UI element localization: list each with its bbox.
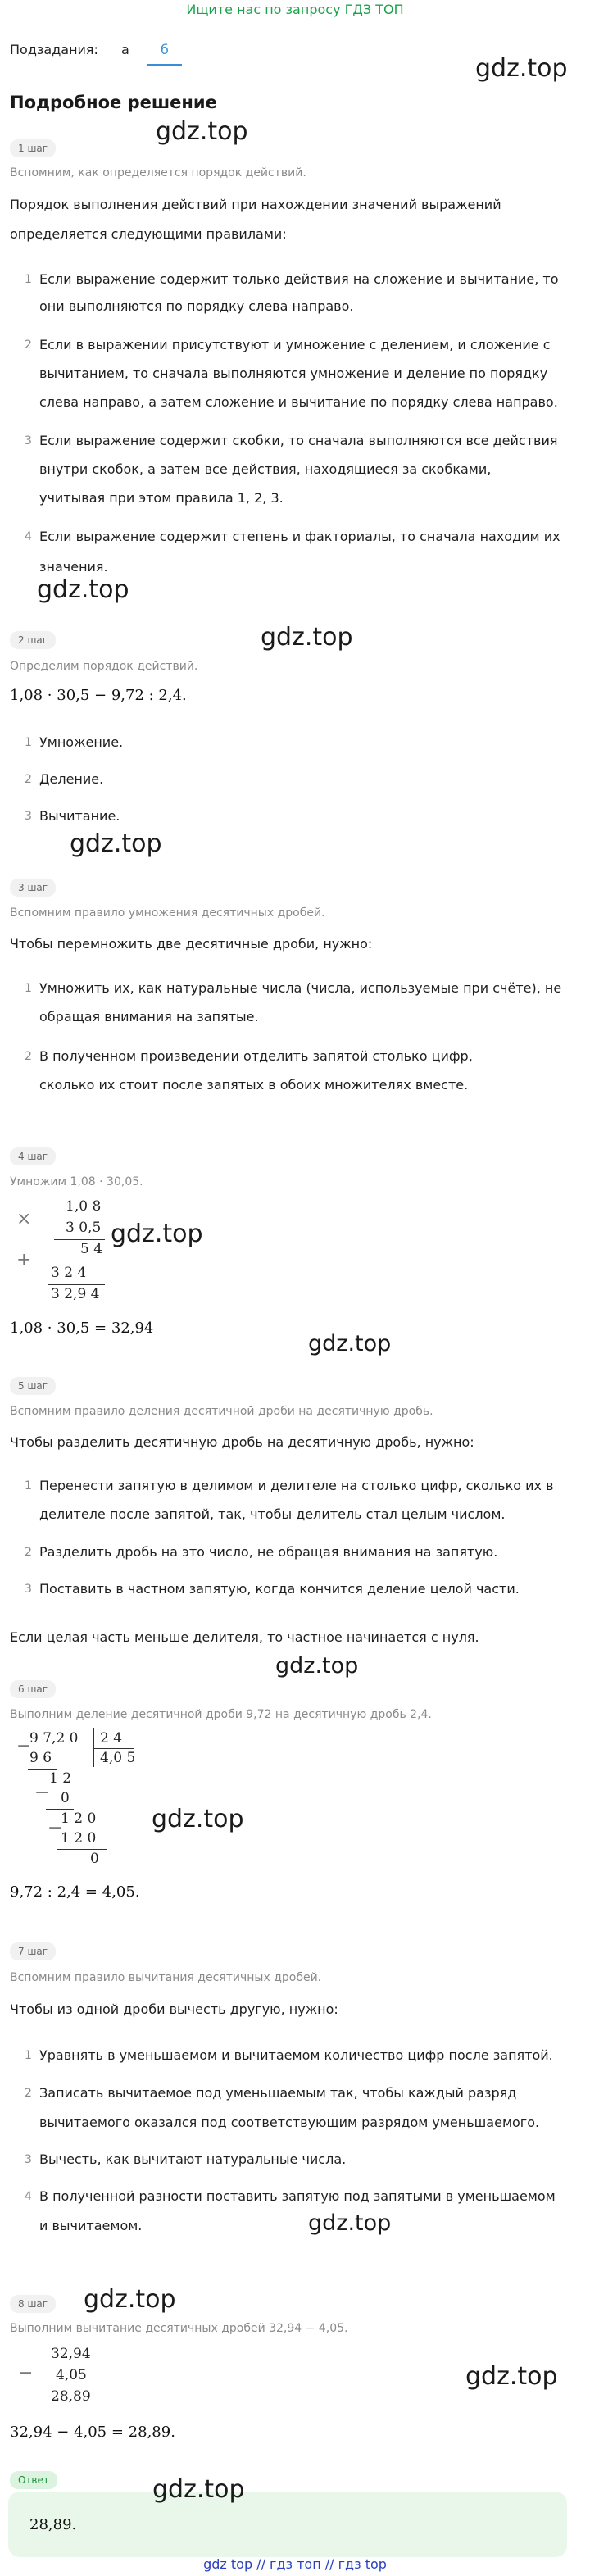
list-item-line: обращая внимания на запятые. bbox=[39, 1009, 259, 1024]
division-row: 9 6 bbox=[30, 1750, 52, 1766]
calc-line bbox=[54, 1239, 105, 1240]
list-item: Вычитание. bbox=[39, 808, 120, 824]
watermark: gdz.top bbox=[475, 54, 568, 83]
list-item-line: внутри скобок, а затем все действия, находящиеся за скобками, bbox=[39, 461, 492, 477]
watermark: gdz.top bbox=[156, 117, 248, 146]
list-number: 4 bbox=[25, 530, 32, 543]
watermark: gdz.top bbox=[308, 1331, 392, 1356]
division-line bbox=[46, 1809, 74, 1810]
math-expression: 1,08 · 30,5 − 9,72 : 2,4. bbox=[10, 687, 187, 704]
tab-b[interactable]: б bbox=[161, 42, 169, 57]
paragraph-line: Порядок выполнения действий при нахождении значений выражений bbox=[10, 197, 502, 212]
list-item-line: Вычесть, как вычитают натуральные числа. bbox=[39, 2151, 347, 2167]
paragraph: Если целая часть меньше делителя, то частное начинается с нуля. bbox=[10, 1629, 479, 1645]
division-dividend: 9 7,2 0 bbox=[30, 1730, 79, 1747]
step-badge: 8 шаг bbox=[10, 2295, 56, 2313]
list-item-line: Уравнять в уменьшаемом и вычитаемом количество цифр после запятой. bbox=[39, 2047, 553, 2063]
list-number: 3 bbox=[25, 1583, 32, 1596]
list-item-line: учитывая при этом правила 1, 2, 3. bbox=[39, 490, 284, 506]
watermark: gdz.top bbox=[70, 829, 162, 858]
division-bar bbox=[93, 1728, 94, 1767]
step-note: Умножим 1,08 · 30,05. bbox=[10, 1175, 143, 1188]
list-item: Деление. bbox=[39, 771, 104, 787]
list-item-line: делителе после запятой, так, чтобы делитель стал целым числом. bbox=[39, 1506, 506, 1522]
list-number: 2 bbox=[25, 2087, 32, 2100]
list-number: 3 bbox=[25, 2153, 32, 2166]
math-result: 32,94 − 4,05 = 28,89. bbox=[10, 2424, 175, 2441]
calc-line bbox=[48, 1284, 105, 1285]
list-number: 2 bbox=[25, 1546, 32, 1559]
watermark: gdz.top bbox=[261, 623, 353, 652]
step-badge: 7 шаг bbox=[10, 1942, 56, 1960]
math-result: 9,72 : 2,4 = 4,05. bbox=[10, 1883, 140, 1901]
step-note: Вспомним, как определяется порядок действий. bbox=[10, 166, 306, 179]
answer-box bbox=[8, 2492, 567, 2557]
watermark: gdz.top bbox=[111, 1220, 203, 1248]
list-item-line: Если выражение содержит степень и факториалы, то сначала находим их bbox=[39, 529, 560, 544]
watermark: gdz.top bbox=[152, 2475, 245, 2504]
list-item-line: В полученной разности поставить запятую под запятыми в уменьшаемом bbox=[39, 2188, 556, 2204]
step-note: Вспомним правило деления десятичной дроби на десятичную дробь. bbox=[10, 1405, 433, 1418]
step-badge: 3 шаг bbox=[10, 879, 56, 897]
minus-sign: − bbox=[18, 2363, 34, 2383]
step-note: Выполним деление десятичной дроби 9,72 на десятичную дробь 2,4. bbox=[10, 1708, 432, 1721]
list-number: 4 bbox=[25, 2190, 32, 2203]
list-item-line: вычитаемого оказался под соответствующим разрядом уменьшаемого. bbox=[39, 2115, 540, 2130]
list-item-line: значения. bbox=[39, 559, 108, 575]
division-line bbox=[93, 1748, 134, 1749]
sub-row: 28,89 bbox=[51, 2388, 91, 2405]
minus-sign: − bbox=[16, 1736, 32, 1756]
list-item-line: Записать вычитаемое под уменьшаемым так, чтобы каждый разряд bbox=[39, 2085, 517, 2101]
list-item-line: Если в выражении присутствуют и умножение с делением, и сложение с bbox=[39, 337, 551, 352]
list-number: 1 bbox=[25, 2049, 32, 2062]
plus-sign: + bbox=[16, 1250, 32, 1270]
step-note: Вспомним правило умножения десятичных дробей. bbox=[10, 906, 325, 920]
answer-badge: Ответ bbox=[10, 2471, 57, 2489]
list-item-line: Разделить дробь на это число, не обращая внимания на запятую. bbox=[39, 1544, 498, 1560]
watermark: gdz.top bbox=[308, 2210, 392, 2236]
division-line bbox=[28, 1769, 57, 1770]
minus-sign: − bbox=[34, 1783, 50, 1803]
step-note: Определим порядок действий. bbox=[10, 660, 198, 673]
paragraph: Чтобы разделить десятичную дробь на десятичную дробь, нужно: bbox=[10, 1434, 474, 1450]
page-title: Подробное решение bbox=[10, 93, 217, 112]
list-item-line: Умножить их, как натуральные числа (числа, используемые при счёте), не bbox=[39, 980, 562, 996]
list-number: 1 bbox=[25, 982, 32, 995]
division-row: 1 2 0 bbox=[61, 1810, 97, 1827]
step-badge: 2 шаг bbox=[10, 631, 56, 649]
calc-row: 3 2 4 bbox=[51, 1265, 87, 1281]
list-item-line: они выполняются по порядку слева направо. bbox=[39, 298, 354, 314]
paragraph: Чтобы перемножить две десятичные дроби, нужно: bbox=[10, 936, 373, 952]
division-row: 1 2 0 bbox=[61, 1830, 97, 1847]
step-badge: 4 шаг bbox=[10, 1147, 56, 1165]
list-item-line: Поставить в частном запятую, когда кончится деление целой части. bbox=[39, 1581, 520, 1597]
calc-row: 1,0 8 bbox=[66, 1198, 102, 1215]
tab-a[interactable]: а bbox=[121, 42, 129, 57]
answer-value: 28,89. bbox=[30, 2516, 77, 2533]
watermark: gdz.top bbox=[275, 1653, 359, 1679]
division-quotient: 4,0 5 bbox=[100, 1750, 136, 1766]
step-badge: 5 шаг bbox=[10, 1377, 56, 1395]
calc-row: 3 2,9 4 bbox=[51, 1286, 100, 1302]
watermark: gdz.top bbox=[37, 575, 129, 604]
top-search-link[interactable]: Ищите нас по запросу ГДЗ ТОП bbox=[186, 2, 404, 17]
sub-row: 4,05 bbox=[56, 2367, 87, 2383]
list-item-line: и вычитаемом. bbox=[39, 2218, 143, 2233]
list-number: 1 bbox=[25, 273, 32, 286]
list-item: Умножение. bbox=[39, 734, 124, 750]
minus-sign: − bbox=[48, 1818, 63, 1838]
division-divisor: 2 4 bbox=[100, 1730, 123, 1747]
sub-row: 32,94 bbox=[51, 2346, 91, 2362]
division-row: 0 bbox=[90, 1851, 99, 1867]
step-note: Выполним вычитание десятичных дробей 32,94 − 4,05. bbox=[10, 2322, 348, 2335]
calc-row: 5 4 bbox=[80, 1241, 103, 1257]
list-number: 2 bbox=[25, 773, 32, 786]
list-item-line: слева направо, а затем сложение и вычитание по порядку слева направо. bbox=[39, 394, 558, 410]
list-number: 3 bbox=[25, 810, 32, 823]
list-item-line: Если выражение содержит только действия на сложение и вычитание, то bbox=[39, 271, 559, 287]
watermark: gdz.top bbox=[465, 2362, 558, 2391]
list-item-line: вычитанием, то сначала выполняются умножение и деление по порядку bbox=[39, 366, 548, 381]
math-result: 1,08 · 30,5 = 32,94 bbox=[10, 1320, 154, 1337]
times-sign: × bbox=[16, 1209, 32, 1229]
list-number: 1 bbox=[25, 736, 32, 749]
calc-row: 3 0,5 bbox=[66, 1220, 102, 1236]
list-number: 2 bbox=[25, 338, 32, 352]
paragraph-line: определяется следующими правилами: bbox=[10, 226, 287, 242]
list-item-line: Если выражение содержит скобки, то сначала выполняются все действия bbox=[39, 433, 558, 448]
list-number: 2 bbox=[25, 1050, 32, 1063]
step-badge: 6 шаг bbox=[10, 1680, 56, 1698]
step-badge: 1 шаг bbox=[10, 139, 56, 157]
list-item-line: В полученном произведении отделить запятой столько цифр, bbox=[39, 1048, 473, 1064]
list-item-line: Перенести запятую в делимом и делителе на столько цифр, сколько их в bbox=[39, 1478, 554, 1493]
division-row: 0 bbox=[61, 1790, 70, 1806]
footer-links[interactable]: gdz top // гдз топ // гдз top bbox=[203, 2556, 387, 2572]
watermark: gdz.top bbox=[84, 2285, 176, 2314]
paragraph: Чтобы из одной дроби вычесть другую, нужно: bbox=[10, 2001, 338, 2017]
list-item-line: сколько их стоит после запятых в обоих множителях вместе. bbox=[39, 1077, 469, 1093]
step-note: Вспомним правило вычитания десятичных дробей. bbox=[10, 1971, 322, 1984]
division-line bbox=[57, 1849, 107, 1850]
list-number: 1 bbox=[25, 1479, 32, 1492]
list-number: 3 bbox=[25, 434, 32, 448]
division-row: 1 2 bbox=[49, 1770, 72, 1787]
subtasks-label: Подзадания: bbox=[10, 42, 98, 57]
watermark: gdz.top bbox=[152, 1805, 244, 1833]
